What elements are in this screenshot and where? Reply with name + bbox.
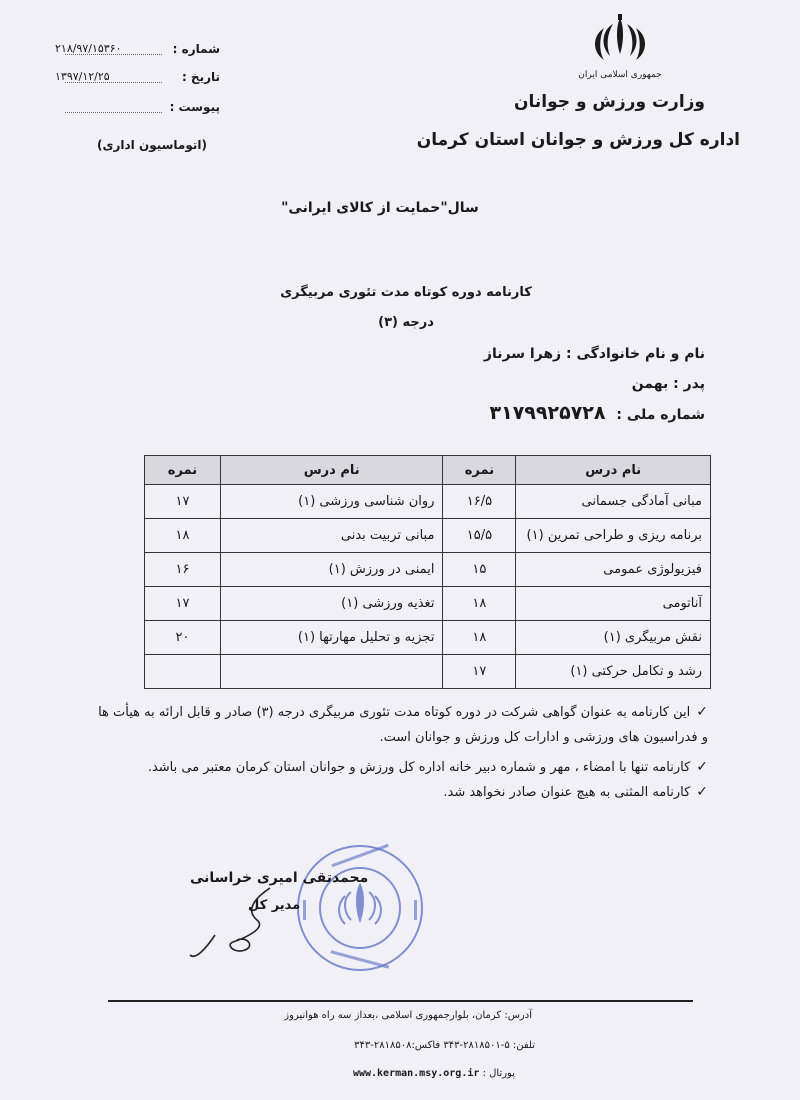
footer-website-row [345,1068,515,1079]
attachment-label: پیوست : [169,100,220,114]
course-name: رشد و تکامل حرکتی (۱) [516,655,711,689]
note-item [88,700,708,750]
signer-role: مدیر کل [248,898,301,913]
course-name [220,655,443,689]
name-label: نام و نام خانوادگی : [565,346,705,362]
column-header: نمره [443,456,516,485]
note-item [88,755,708,780]
letter-number: ۲۱۸/۹۷/۱۵۳۶۰ [55,42,122,55]
automation-label: (اتوماسیون اداری) [97,138,207,152]
table-row [145,587,711,621]
dotted-line [65,112,162,113]
website-link[interactable]: www.kerman.msy.org.ir [352,1068,480,1079]
national-id-label: شماره ملی : [616,407,705,423]
checkmark-icon: ✓ [696,704,708,720]
note-text: کارنامه المثنی به هیچ عنوان صادر نخواهد شد. [443,785,691,800]
date-label: تاریخ : [181,70,220,84]
column-header: نام درس [220,456,443,485]
certificate-level: درجه (۳) [378,315,434,330]
year-slogan: سال"حمایت از کالای ایرانی" [281,200,479,216]
course-name: مبانی آمادگی جسمانی [516,485,711,519]
grades-table [144,455,711,689]
meta-number-row [55,42,220,64]
note-text: این کارنامه به عنوان گواهی شرکت در دوره کوتاه مدت تئوری مربیگری درجه (۳) صادر و قابل ارائه به هیأت ها و فدراسیون های ورزشی و ادارات کل ورزش و جوانان است. [98,705,708,745]
letter-date: ۱۳۹۷/۱۲/۲۵ [55,70,110,83]
course-grade: ۱۸ [145,519,221,553]
ministry-title: وزارت ورزش و جوانان [514,92,705,112]
course-name: مبانی تربیت بدنی [220,519,443,553]
footer-address: آدرس: کرمان، بلوارجمهوری اسلامی ،بعداز سه راه هوانیروز [284,1010,532,1021]
table-row [145,655,711,689]
course-grade: ۱۸ [443,621,516,655]
table-row [145,553,711,587]
column-header: نام درس [516,456,711,485]
table-header-row [145,456,711,485]
national-id-row [490,402,705,424]
national-id: ۳۱۷۹۹۲۵۷۲۸ [489,402,606,424]
note-item [88,780,708,805]
footer-phone: تلفن: ۵-۲۸۱۸۵۰۱-۳۴۳ فاکس:۲۸۱۸۵۰۸-۳۴۳ [354,1040,535,1051]
handwritten-signature-icon [185,880,305,970]
portal-label: پورتال : [482,1068,515,1079]
course-name: تغذیه ورزشی (۱) [220,587,443,621]
course-grade [145,655,221,689]
table-row [145,519,711,553]
course-grade: ۱۶/۵ [443,485,516,519]
checkmark-icon: ✓ [696,759,708,775]
course-name: فیزیولوژی عمومی [516,553,711,587]
checkmark-icon: ✓ [696,784,708,800]
course-grade: ۱۵/۵ [443,519,516,553]
table-row [145,485,711,519]
course-grade: ۱۵ [443,553,516,587]
note-text: کارنامه تنها با امضاء ، مهر و شماره دبیر خانه اداره کل ورزش و جوانان استان کرمان معتبر می باشد. [147,760,691,775]
certificate-title: کارنامه دوره کوتاه مدت تئوری مربیگری [280,285,532,300]
course-name: برنامه ریزی و طراحی تمرین (۱) [516,519,711,553]
signer-name: محمدتقی امیری خراسانی [190,870,369,886]
course-grade: ۱۷ [145,485,221,519]
course-grade: ۱۷ [443,655,516,689]
father-label: پدر : [673,376,705,392]
course-name: نقش مربیگری (۱) [516,621,711,655]
meta-attachment-row [55,100,220,122]
course-grade: ۱۶ [145,553,221,587]
course-name: تجزیه و تحلیل مهارتها (۱) [220,621,443,655]
course-name: آناتومی [516,587,711,621]
official-seal-icon [285,840,435,975]
table-row [145,621,711,655]
person-name-row [484,346,705,362]
course-grade: ۱۷ [145,587,221,621]
meta-date-row [55,70,220,92]
course-grade: ۱۸ [443,587,516,621]
father-name-row [632,376,705,392]
person-name: زهرا سرناز [483,346,562,362]
department-title: اداره کل ورزش و جوانان استان کرمان [416,130,740,150]
number-label: شماره : [172,42,220,56]
course-name: ایمنی در ورزش (۱) [220,553,443,587]
father-name: بهمن [631,376,669,392]
column-header: نمره [145,456,221,485]
course-grade: ۲۰ [145,621,221,655]
course-name: روان شناسی ورزشی (۱) [220,485,443,519]
footer-divider [108,1000,693,1002]
emblem-caption: جمهوری اسلامی ایران [578,70,662,80]
